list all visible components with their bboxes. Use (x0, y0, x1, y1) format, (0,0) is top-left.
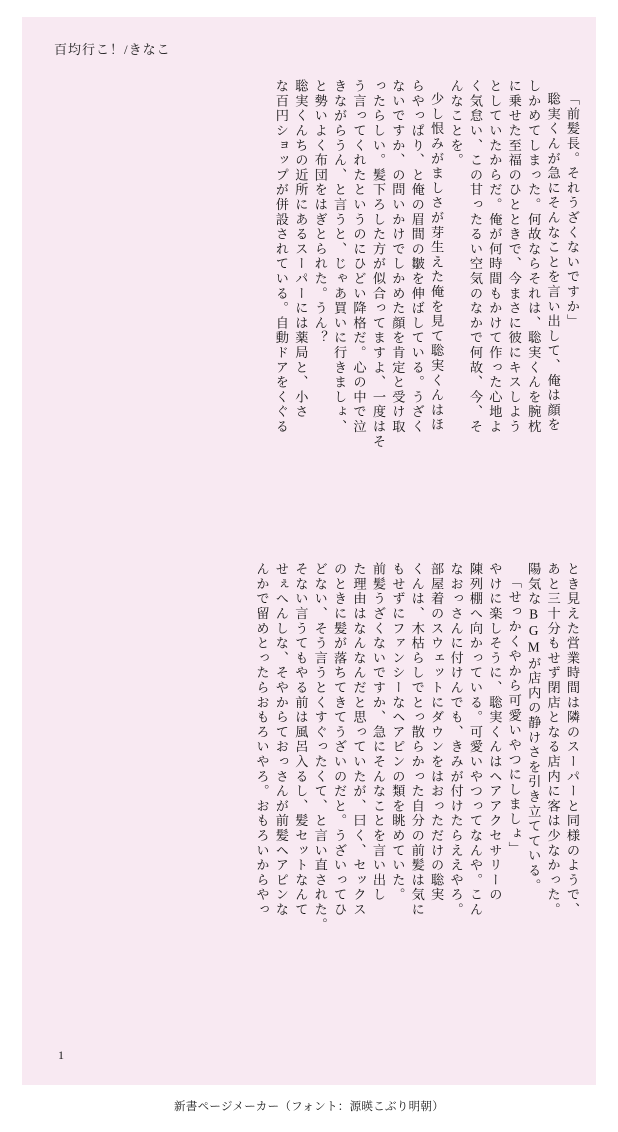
paper-sheet (22, 17, 596, 1085)
text-column: な百円ショップが併設されている。自動ドアをくぐる (273, 79, 289, 435)
text-column: た理由はなんなんだと思っていたが、曰く、セックス (351, 562, 367, 918)
text-block-upper (272, 79, 583, 549)
text-column: く気怠い、この甘ったるい空気のなかで何故、今、そ (467, 79, 483, 435)
text-column: くんは、木枯らしでとっ散らかった自分の前髪は気に (409, 562, 425, 918)
text-column: らやっぱり、と俺の眉間の皺を伸ばしている。うざく (409, 79, 425, 435)
text-column: う言ってくれたというのにひどい降格だ。心の中で泣 (351, 79, 367, 435)
text-column: ったらしい。髪下ろした方が似合ってますよ、一度はそ (370, 79, 386, 449)
text-column: 「前髪長。それうざくないですか」 (565, 92, 580, 329)
text-column: 前髪うざくないですか、急にそんなことを言い出し (370, 562, 386, 903)
text-column: 少し恨みがましさが芽生えた俺を見て聡実くんはほ (429, 92, 445, 433)
text-column: せぇへんしな、そやからておっさんが前髪ヘアピンな (273, 562, 289, 918)
text-column: やけに楽しそうに、聡実くんはヘアアクセサリーの (487, 562, 503, 903)
text-column: そない言うてもやる前は風呂入るし、髪セットなんて (293, 562, 309, 918)
text-column: のときに髪が落ちてきてうざいのだと。うざいってひ (332, 562, 348, 918)
text-column: と勢いよく布団をはぎとられた。うん？ (312, 79, 328, 346)
footer-credit: 新書ページメーカー（フォント：源暎こぶり明朝） (173, 1101, 445, 1113)
text-column: 陳列棚へ向かっている。可愛いやつってなんや。こん (467, 562, 483, 918)
text-column: 聡実くんが急にそんなことを言い出して、俺は顔を (545, 92, 561, 433)
text-column: んかで留めとったらおもろいやろ。おもろいからやっ (254, 562, 270, 918)
text-column: もせずにファンシーなヘアピンの類を眺めていた。 (390, 562, 406, 903)
page-number: 1 (58, 1048, 64, 1062)
text-column: なおっさんに付けんでも、きみが付けたらええやろ。 (448, 562, 464, 918)
text-block-lower (252, 562, 582, 1032)
text-column: あと三十分もせず閉店となる店内に客は少なかった。 (545, 562, 561, 918)
text-column: ないですか、の問いかけでしかめた顔を肯定と受け取 (390, 79, 406, 435)
text-column: 陽気なBGMが店内の静けさを引き立てている。 (526, 562, 542, 893)
text-column: どない、そう言うとくすぐったくて、と言い直された。 (312, 562, 328, 932)
text-column: 「せっかくやから可愛いやつにしましょ」 (506, 575, 522, 857)
text-column: とき見えた営業時間は隣のスーパーと同様のようで、 (565, 562, 580, 918)
text-column: としていたからだ。俺が何時間もかけて作った心地よ (487, 79, 503, 435)
text-column: きながらうん、と言うと、じゃあ買いに行きましょ、 (332, 79, 348, 435)
text-column: に乗せた至福のひとときで、今まさに彼にキスしよう (506, 79, 522, 435)
text-column: しかめてしまった。何故ならそれは、聡実くんを腕枕 (526, 79, 542, 435)
document-header-title: 百均行こ！/きなこ (54, 42, 171, 57)
text-column: 聡実くんちの近所にあるスーパーには薬局と、小さ (293, 79, 309, 420)
text-column: 部屋着のスウェットにダウンをはおっただけの聡実 (429, 562, 445, 903)
text-column: んなことを。 (448, 79, 464, 168)
